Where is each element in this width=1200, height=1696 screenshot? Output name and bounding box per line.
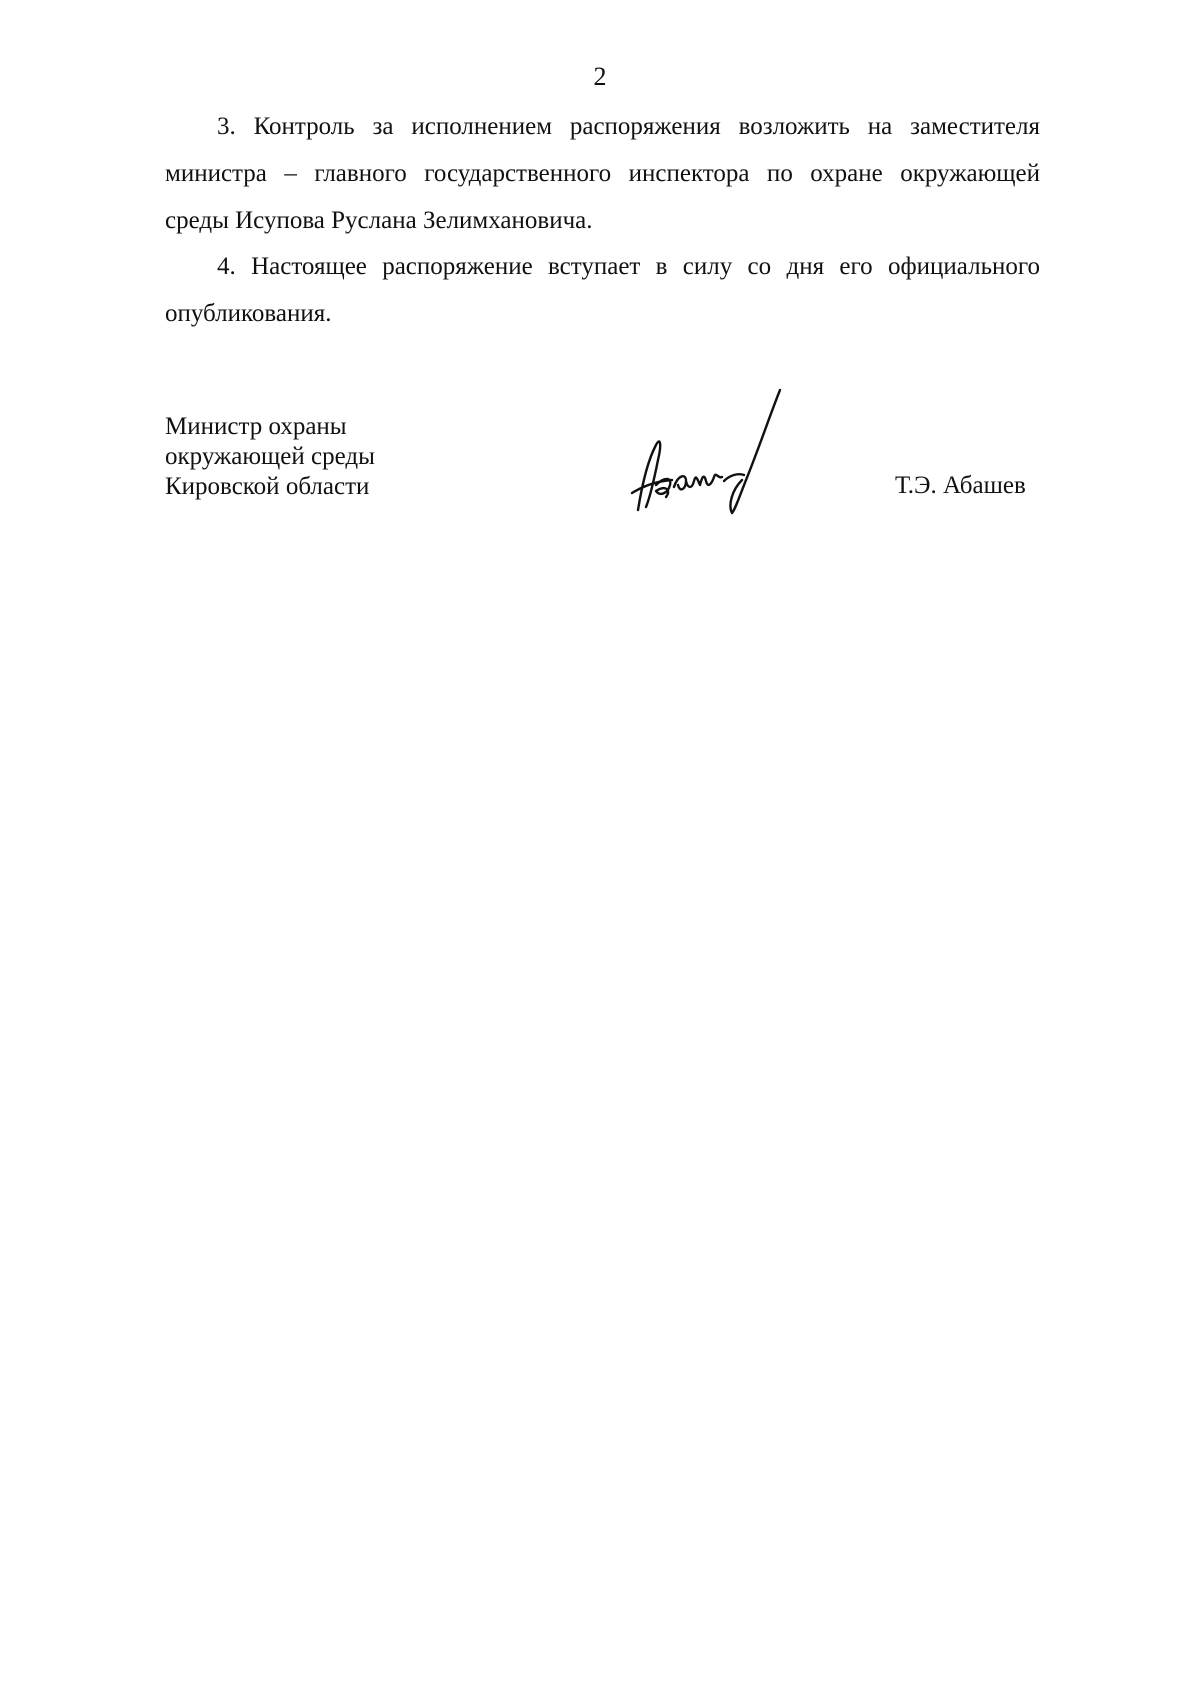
signatory-name: Т.Э. Абашев (895, 472, 1026, 499)
paragraph-3 (165, 103, 1040, 244)
title-line: окружающей среды (165, 443, 375, 470)
paragraph-line: 3. Контроль за исполнением распоряжения возложить на заместителя (217, 113, 1040, 140)
paragraph-4 (165, 243, 1040, 337)
handwritten-signature (620, 385, 790, 525)
paragraph-line: министра – главного государственного инспектора по охране окружающей (165, 160, 1040, 187)
paragraph-line: опубликования. (165, 300, 332, 327)
page-number: 2 (593, 62, 607, 91)
paragraph-line: 4. Настоящее распоряжение вступает в силу со дня его официального (217, 253, 1040, 280)
paragraph-line: среды Исупова Руслана Зелимхановича. (165, 207, 593, 234)
title-line: Министр охраны (165, 413, 347, 440)
signatory-title (165, 412, 375, 502)
title-line: Кировской области (165, 473, 370, 500)
